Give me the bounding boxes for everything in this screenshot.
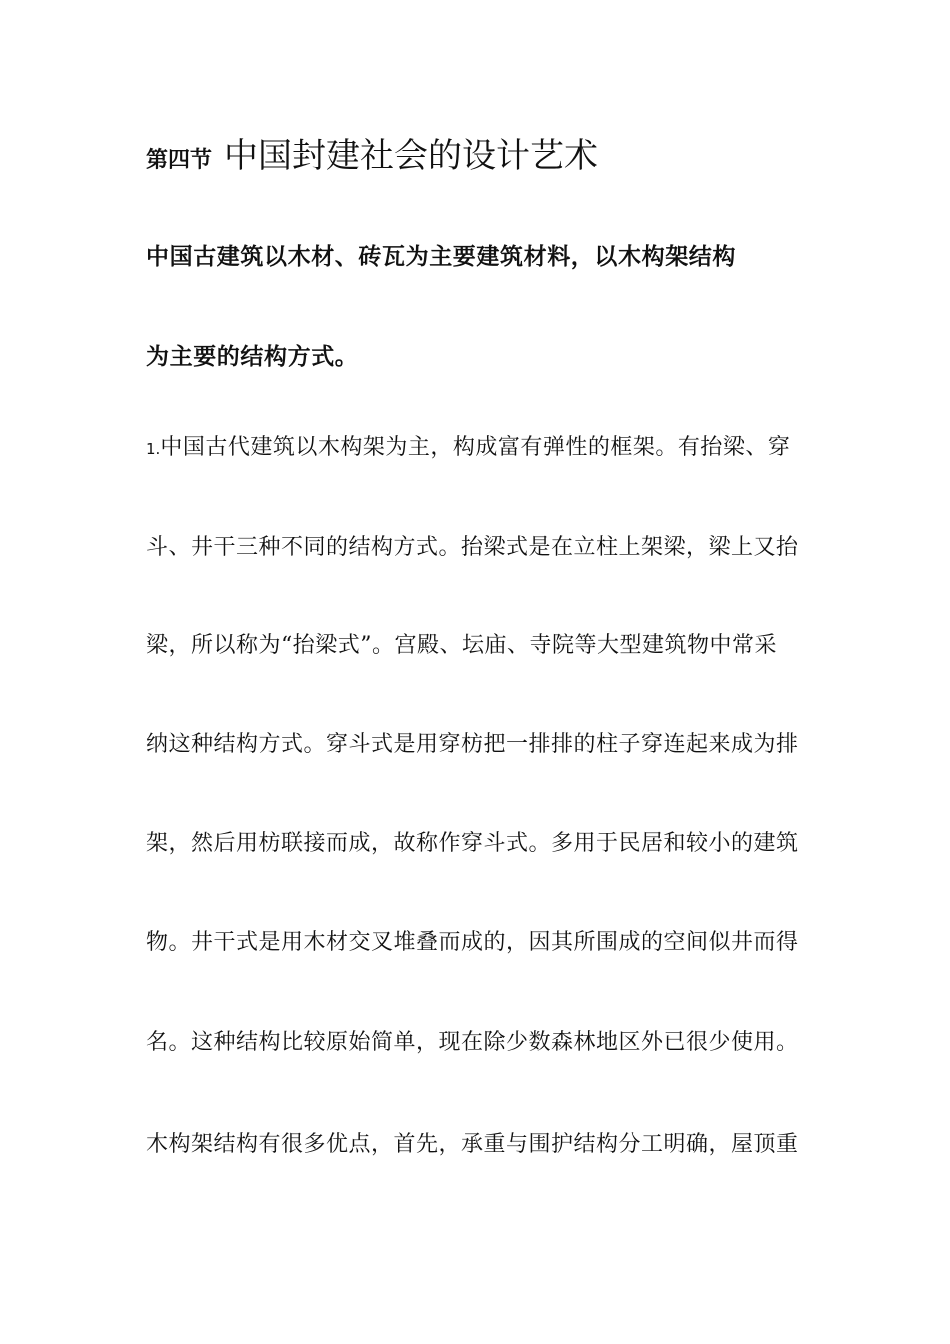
intro-line-2: 为主要的结构方式。: [146, 344, 359, 370]
body-line-1: [146, 430, 826, 461]
body-line-1-text: 中国古代建筑以木构架为主，构成富有弹性的框架。有抬梁、穿: [160, 435, 791, 460]
intro-line-1: 中国古建筑以木材、砖瓦为主要建筑材料，以木构架结构: [146, 244, 736, 270]
body-line-5: 架，然后用枋联接而成，故称作穿斗式。多用于民居和较小的建筑: [146, 831, 799, 856]
section-title: 中国封建社会的设计艺术: [224, 136, 599, 176]
item-number: 1.: [146, 440, 161, 458]
body-line-4: 纳这种结构方式。穿斗式是用穿枋把一排排的柱子穿连起来成为排: [146, 732, 799, 757]
body-line-2: 斗、井干三种不同的结构方式。抬梁式是在立柱上架梁，梁上又抬: [146, 535, 799, 560]
body-line-7: 名。这种结构比较原始简单，现在除少数森林地区外已很少使用。: [146, 1030, 799, 1055]
body-line-3: 梁，所以称为“抬梁式”。宫殿、坛庙、寺院等大型建筑物中常采: [146, 633, 777, 658]
section-heading: [146, 128, 826, 178]
section-number: 第四节: [146, 148, 213, 173]
body-line-6: 物。井干式是用木材交叉堆叠而成的，因其所围成的空间似井而得: [146, 930, 799, 955]
body-line-8: 木构架结构有很多优点，首先，承重与围护结构分工明确，屋顶重: [146, 1132, 799, 1157]
